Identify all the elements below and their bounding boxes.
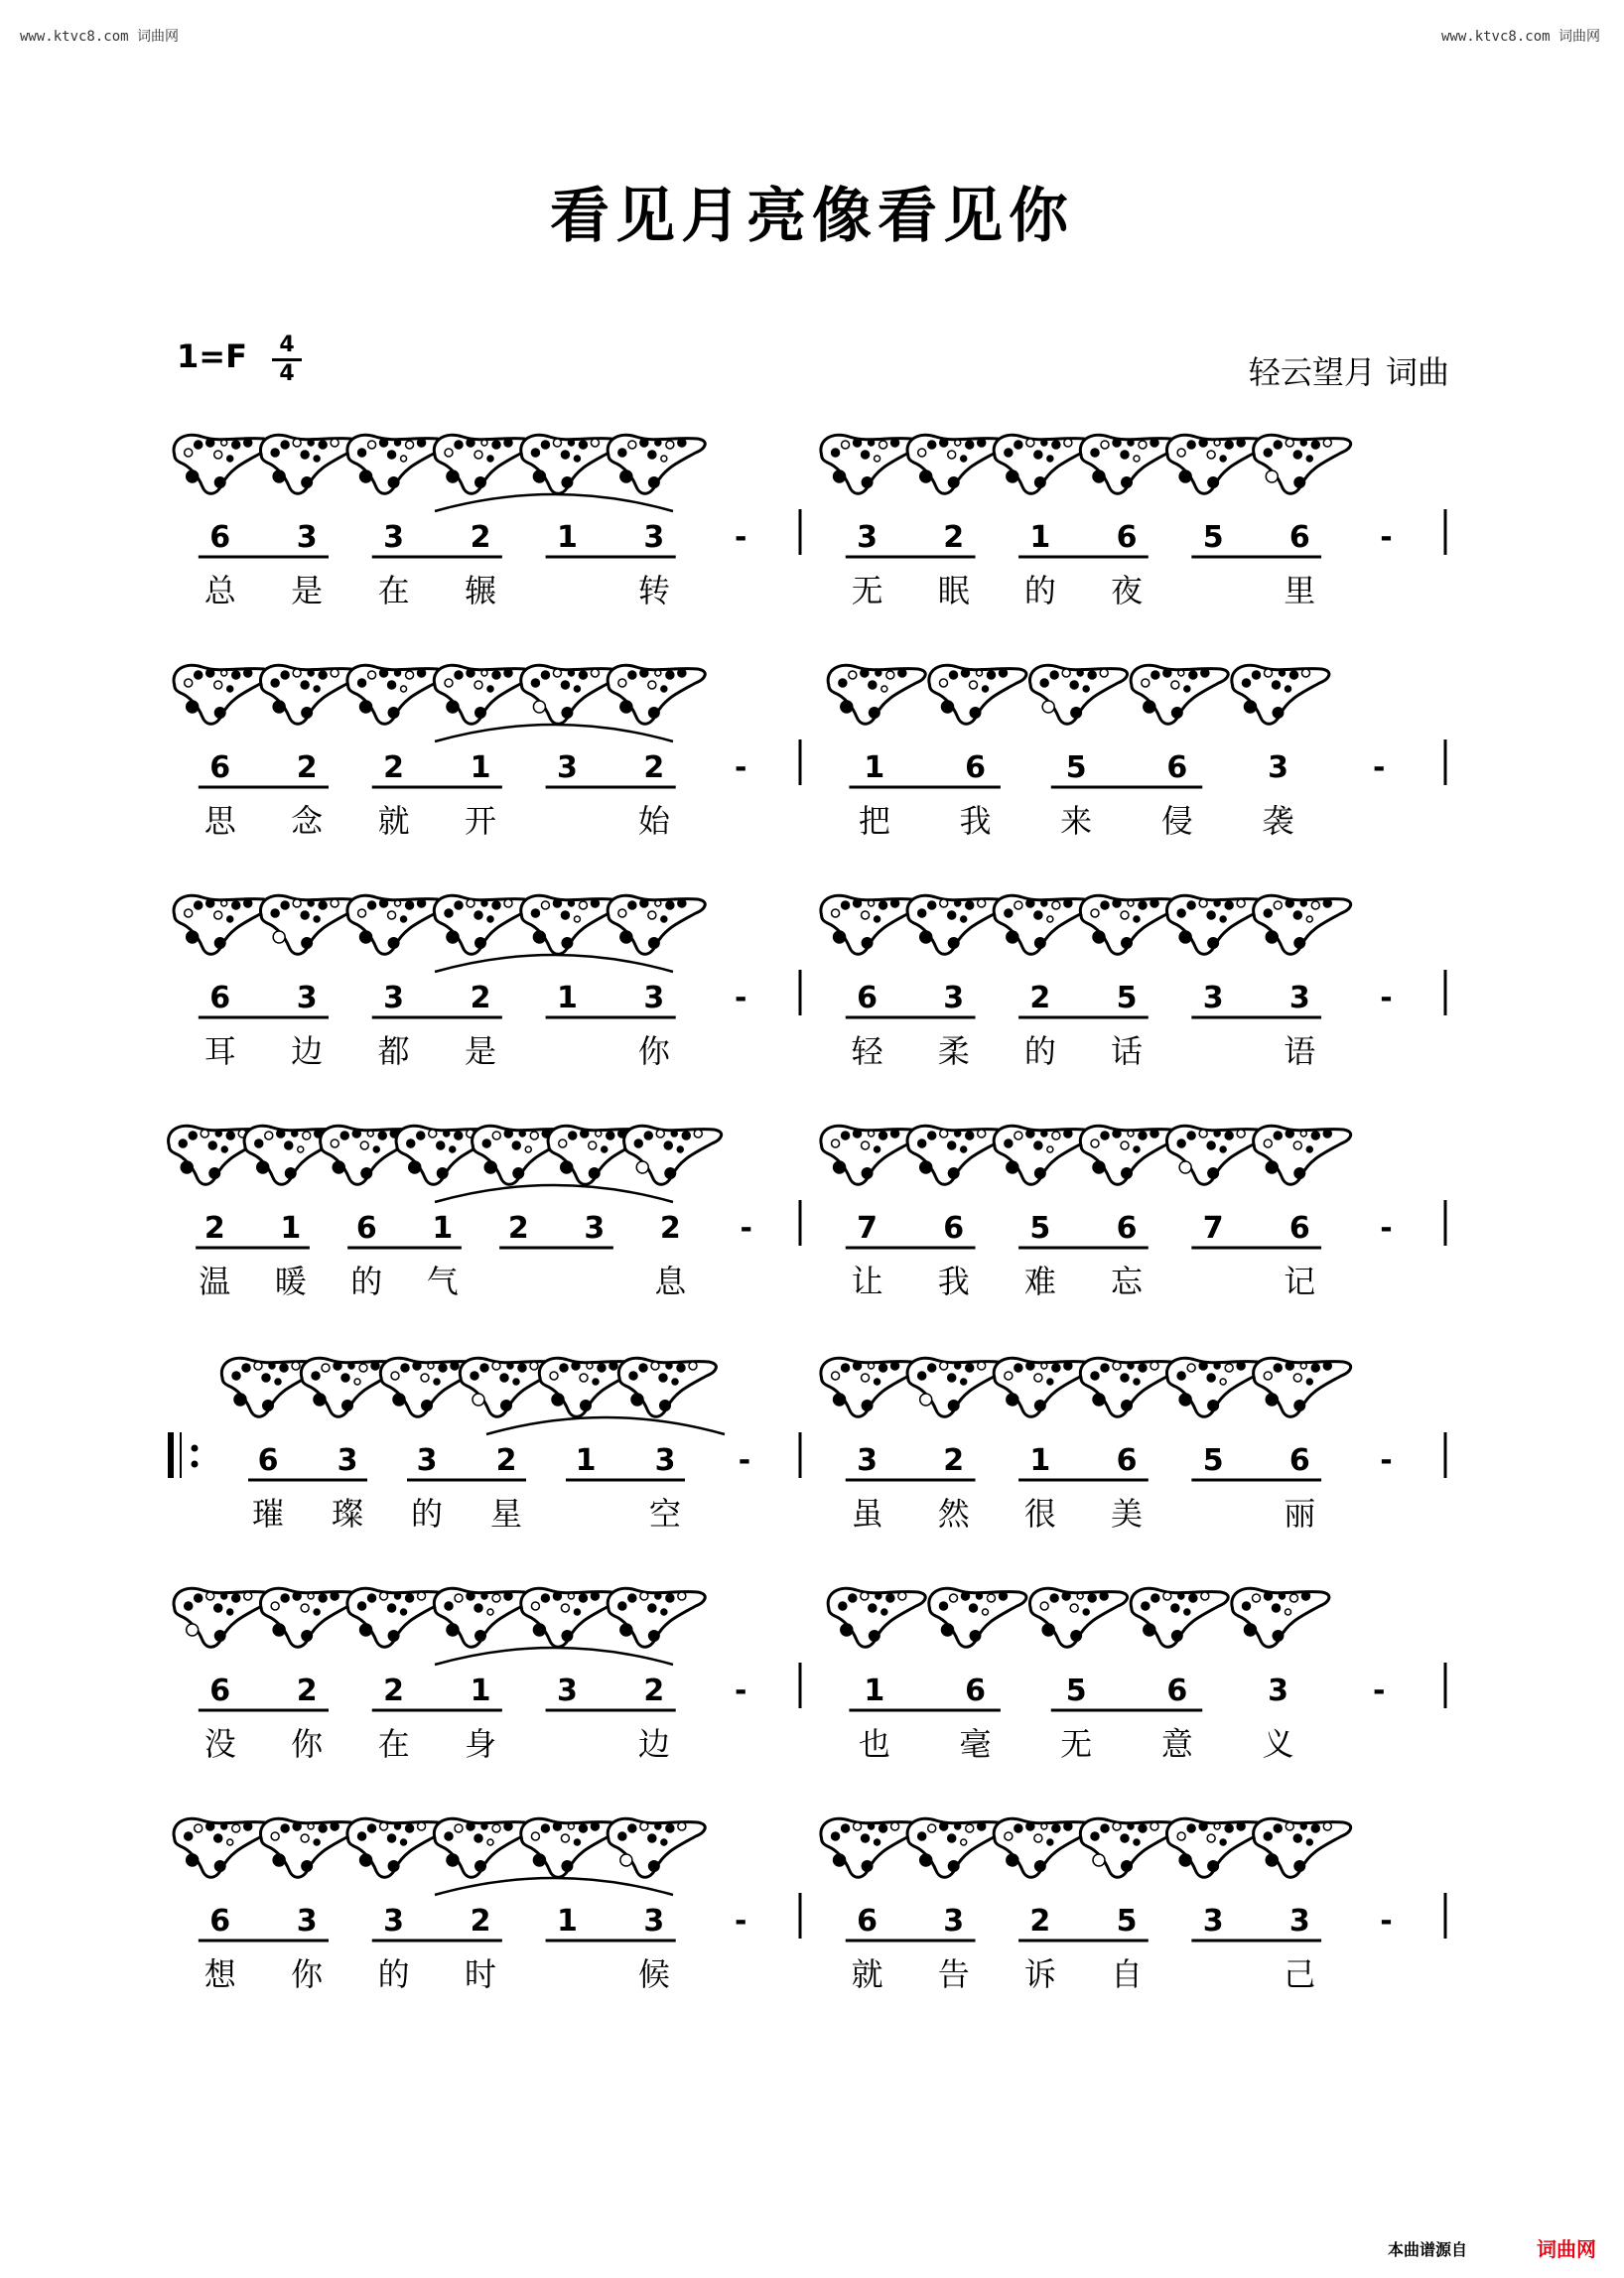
- sustain-dash: -: [738, 1443, 751, 1478]
- note-number: 2: [507, 1211, 529, 1246]
- lyric-char: 没: [203, 1725, 236, 1763]
- time-signature-bottom: 4: [279, 361, 295, 386]
- note-number: 3: [857, 1443, 879, 1478]
- lyric-char: 忘: [1110, 1263, 1144, 1300]
- note-number: 3: [1268, 750, 1288, 785]
- lyric-char: 我: [937, 1263, 970, 1300]
- score-line: [174, 1588, 1445, 1763]
- note-number: 3: [383, 520, 405, 555]
- lyric-char: 辗: [464, 572, 497, 609]
- lyric-char: 念: [291, 802, 324, 840]
- note-number: 3: [1202, 1904, 1224, 1939]
- ocarina-fingering-icon: [907, 1126, 1005, 1184]
- page-title: 看见月亮像看见你: [550, 182, 1074, 251]
- ocarina-fingering-icon: [929, 1588, 1026, 1647]
- lyric-char: 的: [410, 1495, 444, 1533]
- lyric-char: 把: [858, 802, 890, 840]
- watermark-left: www.ktvc8.com 词曲网: [20, 29, 180, 45]
- ocarina-fingering-icon: [1131, 665, 1228, 724]
- ocarina-fingering-icon: [608, 1588, 705, 1647]
- note-number: 6: [965, 1674, 986, 1708]
- sustain-dash: -: [1380, 1211, 1393, 1246]
- note-number: 5: [1116, 981, 1138, 1015]
- note-number: 3: [857, 520, 879, 555]
- ocarina-fingering-icon: [260, 895, 357, 954]
- score-line: [174, 895, 1445, 1070]
- lyric-char: 耳: [203, 1032, 236, 1070]
- ocarina-fingering-icon: [260, 435, 357, 493]
- score-line: [169, 1126, 1445, 1300]
- note-number: 2: [943, 520, 965, 555]
- ocarina-fingering-icon: [347, 1818, 445, 1877]
- lyric-char: 时: [464, 1955, 497, 1993]
- sustain-dash: -: [1380, 520, 1393, 555]
- note-number: 2: [470, 520, 491, 555]
- note-number: 1: [864, 750, 885, 785]
- ocarina-fingering-icon: [1029, 665, 1127, 724]
- note-number: 2: [495, 1443, 517, 1478]
- lyric-char: 轻: [851, 1032, 883, 1070]
- ocarina-fingering-icon: [1080, 895, 1177, 954]
- sustain-dash: -: [735, 1674, 747, 1708]
- ocarina-fingering-icon: [907, 1818, 1005, 1877]
- note-number: 3: [296, 520, 318, 555]
- note-number: 2: [943, 1443, 965, 1478]
- ocarina-fingering-icon: [521, 895, 618, 954]
- note-number: 6: [209, 1674, 231, 1708]
- lyric-char: 开: [464, 802, 497, 840]
- ocarina-fingering-icon: [994, 1126, 1091, 1184]
- note-number: 3: [1202, 981, 1224, 1015]
- note-number: 3: [943, 981, 965, 1015]
- note-number: 3: [383, 981, 405, 1015]
- footer-brand-logo: 词曲网: [1537, 2237, 1596, 2261]
- ocarina-fingering-icon: [1254, 1358, 1351, 1416]
- ocarina-fingering-icon: [260, 1818, 357, 1877]
- lyric-char: 义: [1262, 1725, 1294, 1763]
- ocarina-fingering-icon: [347, 665, 445, 724]
- ocarina-fingering-icon: [1232, 665, 1329, 724]
- ocarina-fingering-icon: [608, 895, 705, 954]
- lyric-char: 星: [489, 1495, 523, 1533]
- note-number: 1: [470, 1674, 491, 1708]
- lyric-char: 让: [851, 1263, 883, 1300]
- ocarina-fingering-icon: [1254, 895, 1351, 954]
- note-number: 1: [432, 1211, 454, 1246]
- note-number: 3: [416, 1443, 438, 1478]
- note-number: 5: [1065, 1674, 1087, 1708]
- lyric-char: 里: [1284, 572, 1316, 609]
- lyric-char: 在: [377, 1725, 410, 1763]
- ocarina-fingering-icon: [1080, 435, 1177, 493]
- ocarina-fingering-icon: [994, 1358, 1091, 1416]
- note-number: 6: [965, 750, 986, 785]
- lyric-char: 的: [1023, 1032, 1056, 1070]
- note-number: 3: [337, 1443, 358, 1478]
- score-line: [174, 665, 1445, 840]
- ocarina-fingering-icon: [260, 665, 357, 724]
- note-number: 3: [556, 750, 578, 785]
- composer-credit: 轻云望月 词曲: [1248, 353, 1449, 391]
- lyric-char: 始: [637, 802, 670, 840]
- lyric-char: 柔: [937, 1032, 970, 1070]
- note-number: 6: [857, 1904, 879, 1939]
- lyric-char: 璀: [251, 1495, 285, 1533]
- ocarina-fingering-icon: [1029, 1588, 1127, 1647]
- note-number: 2: [643, 750, 665, 785]
- repeat-dot: [192, 1445, 199, 1452]
- slur-arc: [435, 1185, 673, 1202]
- lyric-char: 然: [937, 1495, 970, 1533]
- note-number: 6: [355, 1211, 377, 1246]
- note-number: 3: [1288, 981, 1310, 1015]
- ocarina-fingering-icon: [608, 435, 705, 493]
- lyric-char: 很: [1023, 1495, 1056, 1533]
- footer-source-label: 本曲谱源自: [1388, 2240, 1468, 2259]
- lyric-char: 是: [291, 572, 324, 609]
- lyric-char: 温: [199, 1263, 231, 1300]
- note-number: 2: [659, 1211, 681, 1246]
- score-line: [171, 1358, 1445, 1533]
- ocarina-fingering-icon: [1232, 1588, 1329, 1647]
- sustain-dash: -: [740, 1211, 752, 1246]
- note-number: 6: [257, 1443, 279, 1478]
- note-number: 6: [209, 1904, 231, 1939]
- lyric-char: 无: [851, 572, 883, 609]
- lyric-char: 都: [377, 1032, 410, 1070]
- sustain-dash: -: [1372, 750, 1386, 785]
- watermark-right: www.ktvc8.com 词曲网: [1440, 29, 1600, 45]
- lyric-char: 就: [851, 1955, 883, 1993]
- lyric-char: 袭: [1262, 802, 1294, 840]
- note-number: 3: [383, 1904, 405, 1939]
- slur-arc: [435, 494, 673, 511]
- lyric-char: 身: [464, 1725, 497, 1763]
- ocarina-fingering-icon: [434, 665, 531, 724]
- ocarina-fingering-icon: [174, 1818, 271, 1877]
- note-number: 1: [280, 1211, 302, 1246]
- lyric-char: 话: [1110, 1032, 1144, 1070]
- lyric-char: 虽: [851, 1495, 883, 1533]
- lyric-char: 你: [637, 1032, 670, 1070]
- note-number: 3: [943, 1904, 965, 1939]
- sustain-dash: -: [1380, 1443, 1393, 1478]
- ocarina-fingering-icon: [907, 895, 1005, 954]
- lyric-char: 己: [1284, 1955, 1316, 1993]
- note-number: 3: [556, 1674, 578, 1708]
- lyric-char: 总: [203, 572, 236, 609]
- lyric-char: 思: [203, 802, 236, 840]
- ocarina-fingering-icon: [1131, 1588, 1228, 1647]
- note-number: 6: [209, 520, 231, 555]
- ocarina-fingering-icon: [521, 435, 618, 493]
- ocarina-fingering-icon: [174, 435, 271, 493]
- ocarina-fingering-icon: [929, 665, 1026, 724]
- ocarina-fingering-icon: [994, 1818, 1091, 1877]
- note-number: 6: [209, 981, 231, 1015]
- note-number: 6: [943, 1211, 965, 1246]
- lyric-char: 来: [1060, 802, 1093, 840]
- ocarina-fingering-icon: [1166, 1358, 1264, 1416]
- note-number: 2: [470, 1904, 491, 1939]
- lyric-char: 也: [858, 1725, 890, 1763]
- lyric-char: 是: [464, 1032, 497, 1070]
- note-number: 2: [383, 1674, 405, 1708]
- note-number: 2: [643, 1674, 665, 1708]
- lyric-char: 暖: [274, 1263, 307, 1300]
- note-number: 5: [1202, 520, 1224, 555]
- slur-arc: [486, 1417, 725, 1434]
- ocarina-fingering-icon: [521, 1818, 618, 1877]
- lyric-char: 诉: [1023, 1955, 1056, 1993]
- ocarina-fingering-icon: [994, 435, 1091, 493]
- ocarina-fingering-icon: [907, 435, 1005, 493]
- sustain-dash: -: [735, 520, 747, 555]
- lyric-char: 你: [291, 1725, 324, 1763]
- ocarina-fingering-icon: [821, 1358, 918, 1416]
- ocarina-fingering-icon: [434, 435, 531, 493]
- note-number: 6: [1116, 1211, 1138, 1246]
- lyric-char: 在: [377, 572, 410, 609]
- ocarina-fingering-icon: [994, 895, 1091, 954]
- lyric-char: 我: [959, 802, 992, 840]
- note-number: 5: [1029, 1211, 1051, 1246]
- ocarina-fingering-icon: [1080, 1126, 1177, 1184]
- ocarina-fingering-icon: [434, 895, 531, 954]
- lyric-char: 转: [637, 572, 670, 609]
- ocarina-fingering-icon: [1254, 1818, 1351, 1877]
- note-number: 1: [556, 981, 578, 1015]
- note-number: 2: [296, 750, 318, 785]
- ocarina-fingering-icon: [821, 1818, 918, 1877]
- ocarina-fingering-icon: [347, 895, 445, 954]
- ocarina-fingering-icon: [1166, 1818, 1264, 1877]
- note-number: 5: [1065, 750, 1087, 785]
- key-signature: 1=F: [177, 337, 247, 375]
- ocarina-fingering-icon: [821, 435, 918, 493]
- ocarina-fingering-icon: [828, 1588, 925, 1647]
- note-number: 7: [857, 1211, 879, 1246]
- lyric-char: 意: [1160, 1725, 1193, 1763]
- lyric-char: 候: [637, 1955, 670, 1993]
- note-number: 6: [1116, 1443, 1138, 1478]
- note-number: 3: [296, 981, 318, 1015]
- note-number: 2: [296, 1674, 318, 1708]
- note-number: 3: [584, 1211, 606, 1246]
- slur-arc: [435, 1648, 673, 1665]
- note-number: 1: [556, 520, 578, 555]
- ocarina-fingering-icon: [434, 1818, 531, 1877]
- lyric-char: 语: [1284, 1032, 1316, 1070]
- slur-arc: [435, 1878, 673, 1895]
- note-number: 1: [556, 1904, 578, 1939]
- lyric-char: 毫: [959, 1725, 992, 1763]
- lyric-char: 的: [377, 1955, 410, 1993]
- note-number: 5: [1202, 1443, 1224, 1478]
- note-number: 3: [654, 1443, 676, 1478]
- lyric-char: 的: [1023, 572, 1056, 609]
- repeat-dot: [192, 1461, 199, 1468]
- ocarina-fingering-icon: [260, 1588, 357, 1647]
- sustain-dash: -: [735, 981, 747, 1015]
- note-number: 6: [1288, 1443, 1310, 1478]
- ocarina-fingering-icon: [608, 665, 705, 724]
- sustain-dash: -: [735, 1904, 747, 1939]
- time-signature-top: 4: [279, 333, 295, 357]
- lyric-char: 告: [937, 1955, 970, 1993]
- ocarina-fingering-icon: [521, 665, 618, 724]
- note-number: 1: [1029, 520, 1051, 555]
- ocarina-fingering-icon: [1166, 895, 1264, 954]
- ocarina-fingering-icon: [521, 1588, 618, 1647]
- lyric-char: 就: [377, 802, 410, 840]
- sustain-dash: -: [735, 750, 747, 785]
- lyric-char: 气: [426, 1263, 459, 1300]
- lyric-char: 记: [1284, 1263, 1316, 1300]
- note-number: 6: [857, 981, 879, 1015]
- lyric-char: 夜: [1110, 572, 1144, 609]
- note-number: 1: [470, 750, 491, 785]
- note-number: 6: [1288, 520, 1310, 555]
- note-number: 3: [643, 1904, 665, 1939]
- note-number: 3: [1288, 1904, 1310, 1939]
- note-number: 3: [643, 981, 665, 1015]
- lyric-char: 息: [654, 1263, 687, 1300]
- note-number: 6: [209, 750, 231, 785]
- lyric-char: 边: [291, 1032, 324, 1070]
- slur-arc: [435, 725, 673, 741]
- sustain-dash: -: [1372, 1674, 1386, 1708]
- lyric-char: 的: [350, 1263, 383, 1300]
- note-number: 2: [470, 981, 491, 1015]
- note-number: 3: [1268, 1674, 1288, 1708]
- ocarina-fingering-icon: [1080, 1358, 1177, 1416]
- ocarina-fingering-icon: [174, 895, 271, 954]
- note-number: 2: [1029, 981, 1051, 1015]
- sustain-dash: -: [1380, 1904, 1393, 1939]
- ocarina-fingering-icon: [1166, 435, 1264, 493]
- lyric-char: 璨: [331, 1495, 364, 1533]
- note-number: 1: [575, 1443, 597, 1478]
- lyric-char: 无: [1060, 1725, 1093, 1763]
- lyric-char: 丽: [1284, 1495, 1316, 1533]
- note-number: 2: [203, 1211, 225, 1246]
- note-number: 5: [1116, 1904, 1138, 1939]
- note-number: 2: [383, 750, 405, 785]
- ocarina-fingering-icon: [907, 1358, 1005, 1416]
- note-number: 3: [643, 520, 665, 555]
- ocarina-fingering-icon: [347, 435, 445, 493]
- lyric-char: 难: [1023, 1263, 1056, 1300]
- sustain-dash: -: [1380, 981, 1393, 1015]
- score-line: [174, 1818, 1445, 1993]
- ocarina-fingering-icon: [821, 895, 918, 954]
- note-number: 1: [864, 1674, 885, 1708]
- note-number: 6: [1166, 750, 1188, 785]
- ocarina-fingering-icon: [618, 1358, 716, 1416]
- lyric-char: 边: [637, 1725, 670, 1763]
- note-number: 6: [1116, 520, 1138, 555]
- ocarina-fingering-icon: [821, 1126, 918, 1184]
- ocarina-fingering-icon: [347, 1588, 445, 1647]
- ocarina-fingering-icon: [828, 665, 925, 724]
- ocarina-fingering-icon: [1254, 1126, 1351, 1184]
- lyric-char: 美: [1110, 1495, 1144, 1533]
- note-number: 7: [1202, 1211, 1224, 1246]
- ocarina-fingering-icon: [1166, 1126, 1264, 1184]
- ocarina-fingering-icon: [174, 1588, 271, 1647]
- note-number: 2: [1029, 1904, 1051, 1939]
- note-number: 6: [1166, 1674, 1188, 1708]
- ocarina-fingering-icon: [624, 1126, 722, 1184]
- ocarina-fingering-icon: [434, 1588, 531, 1647]
- ocarina-fingering-icon: [174, 665, 271, 724]
- lyric-char: 想: [203, 1955, 236, 1993]
- lyric-char: 空: [648, 1495, 682, 1533]
- lyric-char: 眠: [937, 572, 970, 609]
- ocarina-fingering-icon: [608, 1818, 705, 1877]
- slur-arc: [435, 955, 673, 972]
- lyric-char: 你: [291, 1955, 324, 1993]
- score-line: [174, 435, 1445, 609]
- ocarina-fingering-icon: [1080, 1818, 1177, 1877]
- lyric-char: 自: [1110, 1955, 1144, 1993]
- note-number: 6: [1288, 1211, 1310, 1246]
- ocarina-fingering-icon: [1254, 435, 1351, 493]
- note-number: 1: [1029, 1443, 1051, 1478]
- lyric-char: 侵: [1160, 802, 1193, 840]
- note-number: 3: [296, 1904, 318, 1939]
